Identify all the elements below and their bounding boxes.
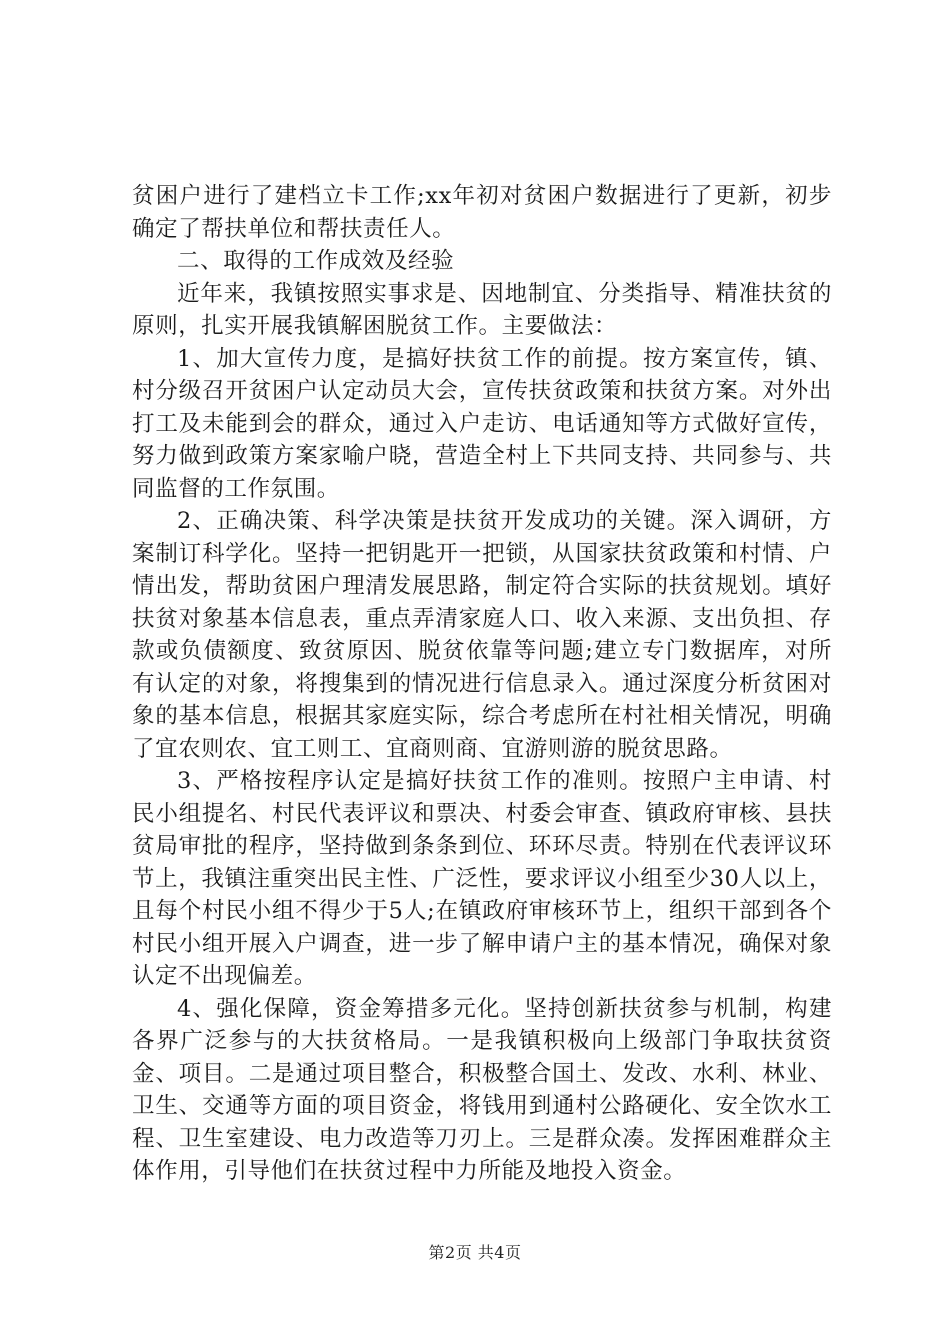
paragraph-item-3: 3、严格按程序认定是搞好扶贫工作的准则。按照户主申请、村民小组提名、村民代表评议和票决、村委会审查、镇政府审核、县扶贫局审批的程序，坚持做到条条到位、环环尽责。特别在代表评议环节上，我镇注重突出民主性、广泛性，要求评议小组至少30人以上，且每个村民小组不得少于5人;在镇政府审核环节上，组织干部到各个村民小组开展入户调查，进一步了解申请户主的基本情况，确保对象认定不出现偏差。 — [132, 768, 832, 989]
document-body — [132, 180, 832, 1188]
paragraph-item-2: 2、正确决策、科学决策是扶贫开发成功的关键。深入调研，方案制订科学化。坚持一把钥匙开一把锁，从国家扶贫政策和村情、户情出发，帮助贫困户理清发展思路，制定符合实际的扶贫规划。填好扶贫对象基本信息表，重点弄清家庭人口、收入来源、支出负担、存款或负债额度、致贫原因、脱贫依靠等问题;建立专门数据库，对所有认定的对象，将搜集到的情况进行信息录入。通过深度分析贫困对象的基本信息，根据其家庭实际，综合考虑所在村社相关情况，明确了宜农则农、宜工则工、宜商则商、宜游则游的脱贫思路。 — [132, 508, 832, 762]
paragraph-continuation: 贫困户进行了建档立卡工作;xx年初对贫困户数据进行了更新，初步确定了帮扶单位和帮扶责任人。 — [132, 183, 832, 242]
section-heading: 二、取得的工作成效及经验 — [177, 248, 455, 274]
paragraph-intro: 近年来，我镇按照实事求是、因地制宜、分类指导、精准扶贫的原则，扎实开展我镇解困脱贫工作。主要做法： — [132, 280, 832, 339]
paragraph-item-1: 1、加大宣传力度，是搞好扶贫工作的前提。按方案宣传，镇、村分级召开贫困户认定动员大会，宣传扶贫政策和扶贫方案。对外出打工及未能到会的群众，通过入户走访、电话通知等方式做好宣传，努力做到政策方案家喻户晓，营造全村上下共同支持、共同参与、共同监督的工作氛围。 — [132, 345, 832, 502]
page-footer: 第2页 共4页 — [428, 1243, 522, 1262]
paragraph-item-4: 4、强化保障，资金筹措多元化。坚持创新扶贫参与机制，构建各界广泛参与的大扶贫格局。一是我镇积极向上级部门争取扶贫资金、项目。二是通过项目整合，积极整合国土、发改、水利、林业、卫生、交通等方面的项目资金，将钱用到通村公路硬化、安全饮水工程、卫生室建设、电力改造等刀刃上。三是群众凑。发挥困难群众主体作用，引导他们在扶贫过程中力所能及地投入资金。 — [132, 995, 832, 1184]
